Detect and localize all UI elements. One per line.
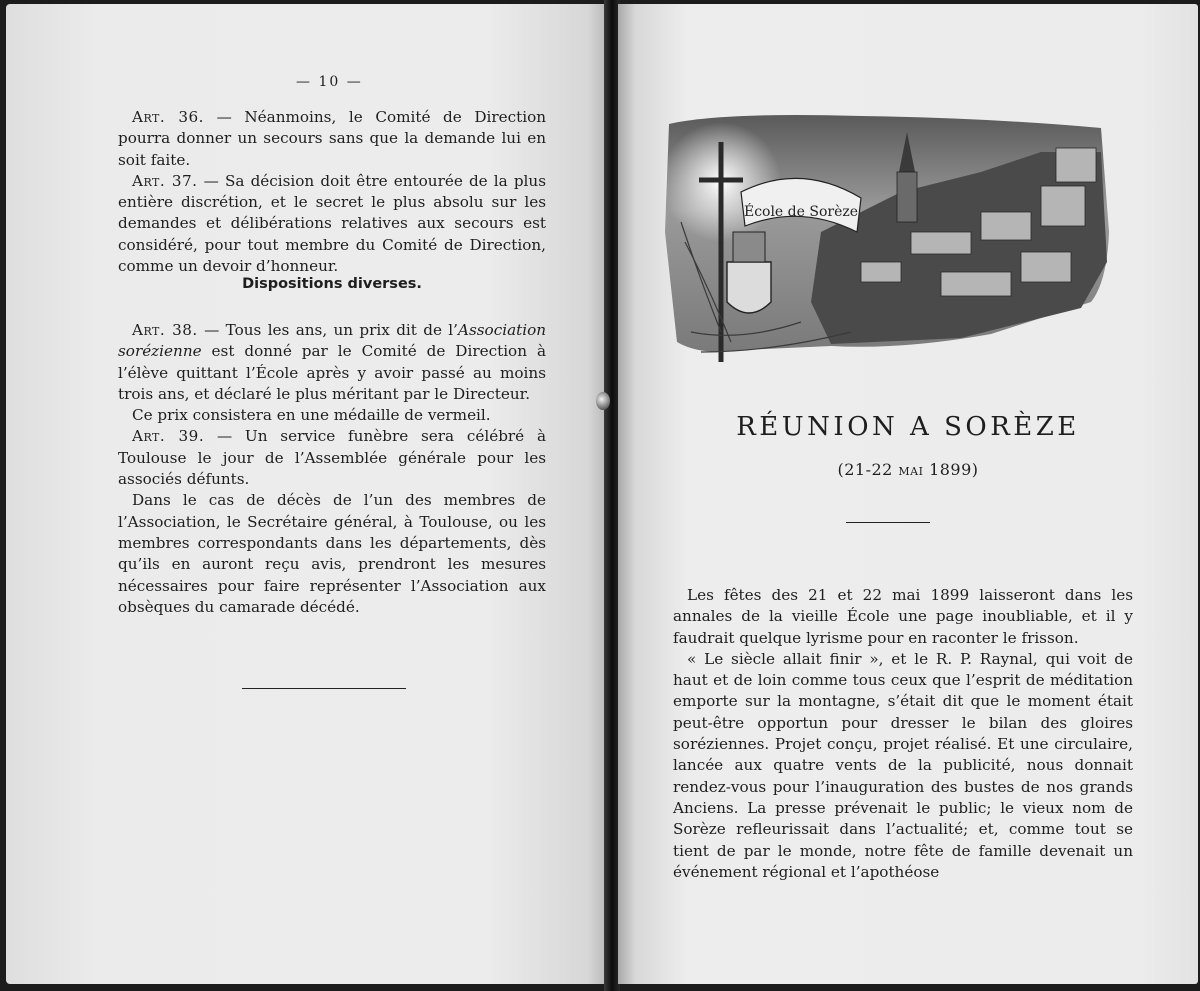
article-label: Art. 38. bbox=[132, 321, 198, 339]
article-39: Art. 39. — Un service funèbre sera célébré à Toulouse le jour de l’Assemblée générale pour les associés défunts. bbox=[118, 427, 547, 489]
right-page bbox=[618, 4, 1198, 984]
article-37: Art. 37. — Sa décision doit être entourée de la plus entière discrétion, et le secret le plus absolu sur les demandes et délibérations relatives aux secours est considéré, pour tout membre du Comité de Direction, comme un devoir d’honneur. bbox=[118, 171, 546, 276]
article-38: Art. 38. — Tous les ans, un prix dit de l’Association sorézienne est donné par le Comité de Direction à l’élève quittant l’École après y avoir passé au moins trois ans, et déclaré le plus méritant par le Directeur. bbox=[118, 321, 547, 403]
illustration-banner: École de Sorèze bbox=[743, 204, 859, 220]
paragraph-1: Les fêtes des 21 et 22 mai 1899 laisseront dans les annales de la vieille École une page inoubliable, et il y faudrait quelque lyrisme pour en raconter le frisson. bbox=[673, 586, 1133, 647]
articles-block bbox=[118, 107, 546, 277]
article-label: Art. 37. bbox=[132, 171, 198, 190]
article-36: Art. 36. — Néanmoins, le Comité de Direction pourra donner un secours sans que la demande lui en soit faite. bbox=[118, 108, 547, 169]
article-label: Art. 39. bbox=[132, 427, 205, 446]
prize-paragraph: Ce prix consistera en une médaille de vermeil. bbox=[132, 406, 491, 425]
event-date: (21-22 mai 1899) bbox=[837, 460, 979, 479]
paragraph-2: « Le siècle allait finir », et le R. P. Raynal, qui voit de haut et de loin comme tous ceux que l’esprit de méditation emporte sur la montagne, s’était dit que le moment était peut-être opportun pour dresser le bilan des gloires soréziennes. Projet conçu, projet réalisé. Et une circulaire, lancée aux quatre vents de la publicité, nous donnait rendez-vous pour l’inauguration des bustes de nos grands Anciens. La presse prévenait le public; le vieux nom de Sorèze refleurissait dans l’actualité; et, comme tout se tient de par le monde, notre fête de famille devenait un événement régional et l’apothéose bbox=[673, 649, 1133, 881]
title-rule bbox=[846, 522, 930, 523]
article-label: Art. 36. bbox=[132, 108, 204, 126]
page-title: RÉUNION A SORÈZE bbox=[736, 412, 1080, 442]
end-rule bbox=[242, 688, 406, 689]
binding-tack bbox=[596, 392, 610, 410]
page-number: — 10 — bbox=[296, 74, 363, 90]
left-page bbox=[6, 4, 606, 984]
articles-block-2 bbox=[118, 320, 546, 618]
section-heading: Dispositions diverses. bbox=[242, 276, 422, 292]
sorezé-illustration bbox=[661, 112, 1113, 370]
narrative-block bbox=[673, 585, 1133, 883]
deaths-paragraph: Dans le cas de décès de l’un des membres de l’Association, le Secrétaire général, à Toulouse, ou les membres correspondants dans les départements, dès qu’ils en auront reçu avis, prendront les mesures nécessaires pour faire représenter l’Association aux obsèques du camarade décédé. bbox=[118, 491, 546, 616]
